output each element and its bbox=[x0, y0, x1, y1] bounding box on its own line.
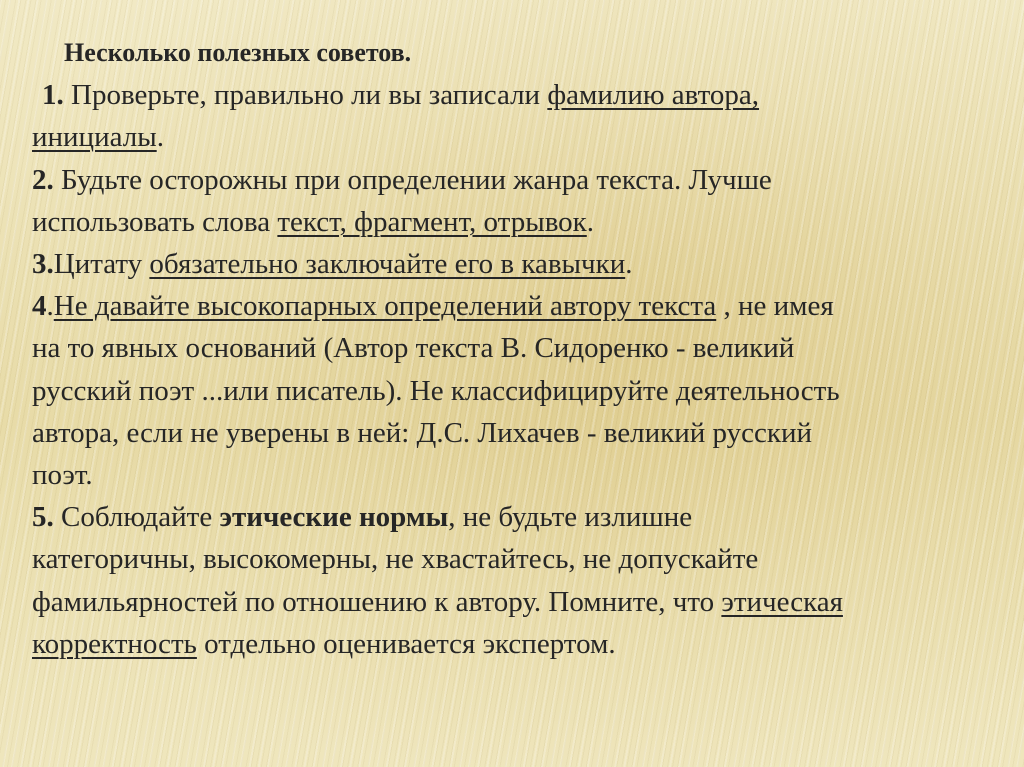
tip-2-number: 2. bbox=[32, 163, 54, 196]
tip-4-line-5: поэт. bbox=[32, 459, 93, 492]
tip-5-text-line-4: отдельно оценивается экспертом. bbox=[196, 627, 616, 660]
tip-2-line-1 bbox=[32, 159, 1007, 201]
tip-2-line-2 bbox=[32, 201, 1007, 243]
tip-2-underlined-words: текст, фрагмент, отрывок bbox=[277, 205, 587, 238]
tip-2-text: Будьте осторожны при определении жанра текста. Лучше bbox=[53, 163, 772, 196]
tip-2-period: . bbox=[586, 205, 595, 238]
tip-5-line-1 bbox=[32, 496, 1007, 538]
tip-1-text: Проверьте, правильно ли вы записали bbox=[63, 79, 548, 112]
tip-3-period: . bbox=[625, 248, 633, 281]
tip-5-text-cont: , не будьте излишне bbox=[448, 501, 693, 534]
tip-5-text: Соблюдайте bbox=[53, 501, 220, 534]
tip-5-bold-ethical-norms: этические нормы bbox=[219, 501, 449, 534]
tip-5-line-3 bbox=[32, 581, 1007, 623]
tip-5-line-2: категоричны, высокомерны, не хвастайтесь, не допускайте bbox=[32, 543, 759, 576]
tip-3-text: Цитату bbox=[53, 248, 150, 281]
tip-5-text-line-3: фамильярностей по отношению к автору. Помните, что bbox=[32, 585, 722, 618]
tip-1-line-1 bbox=[32, 74, 1007, 116]
tip-4-line-3: русский поэт ...или писатель). Не классифицируйте деятельность bbox=[32, 374, 840, 407]
tip-5-number: 5. bbox=[32, 501, 54, 534]
tip-1-underlined-initials: инициалы bbox=[32, 121, 157, 154]
tip-3-number: 3. bbox=[32, 248, 54, 281]
tip-2-text-cont: использовать слова bbox=[32, 205, 278, 238]
tip-5-underlined-correctness: корректность bbox=[32, 627, 197, 660]
tip-3-underlined-quotes: обязательно заключайте его в кавычки bbox=[149, 248, 626, 281]
tip-4-underlined-warning: Не давайте высокопарных определений автору текста bbox=[53, 290, 717, 323]
tip-1-period: . bbox=[156, 121, 164, 154]
tip-1-underlined-author-surname: фамилию автора, bbox=[547, 79, 760, 112]
tip-1-number: 1. bbox=[42, 79, 64, 112]
tip-5-underlined-ethical: этическая bbox=[721, 585, 843, 618]
tip-4-line-4: автора, если не уверены в ней: Д.С. Лихачев - великий русский bbox=[32, 416, 812, 449]
tip-5-line-4 bbox=[32, 623, 1007, 665]
tip-3-line-1 bbox=[32, 243, 1007, 285]
tip-1-line-2 bbox=[32, 116, 1007, 158]
tip-4-line-2: на то явных оснований (Автор текста В. Сидоренко - великий bbox=[32, 332, 795, 365]
slide-title: Несколько полезных советов. bbox=[64, 38, 412, 67]
tip-4-dot: . bbox=[46, 290, 54, 323]
tip-4-text: , не имея bbox=[716, 290, 834, 323]
tip-4-number: 4 bbox=[32, 290, 47, 323]
tip-4-line-1 bbox=[32, 285, 1007, 327]
slide-text-body bbox=[32, 32, 1007, 665]
